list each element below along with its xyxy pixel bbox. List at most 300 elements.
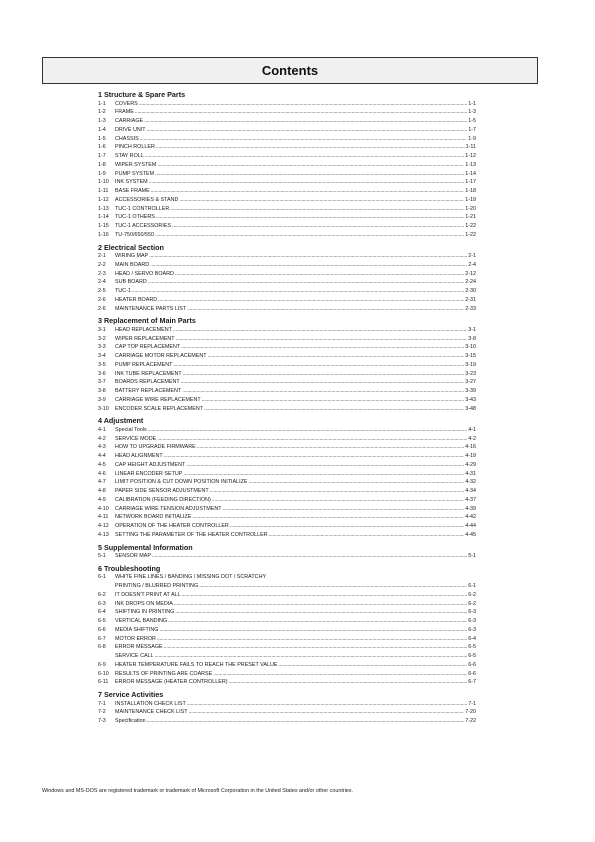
toc-entry[interactable] xyxy=(98,513,476,522)
entry-page-number: 1-19 xyxy=(465,196,476,203)
entry-number: 1-1 xyxy=(98,100,106,107)
toc-entry[interactable] xyxy=(98,196,476,205)
dot-leader xyxy=(147,126,468,135)
entry-page-number: 2-33 xyxy=(465,305,476,312)
entry-number: 4-10 xyxy=(98,505,109,512)
dot-leader xyxy=(269,531,465,540)
table-of-contents xyxy=(98,89,476,729)
dot-leader xyxy=(174,600,467,609)
dot-leader xyxy=(149,178,465,187)
toc-entry[interactable] xyxy=(98,591,476,600)
dot-leader xyxy=(175,270,464,279)
entry-number: 1-12 xyxy=(98,196,109,203)
entry-page-number: 4-19 xyxy=(465,453,476,459)
entry-label: PRINTING / BLURRED PRINTING xyxy=(115,583,199,589)
entry-label: HEAD / SERVO BOARD xyxy=(115,270,174,277)
toc-entry[interactable] xyxy=(98,213,476,222)
toc-entry[interactable] xyxy=(98,426,476,435)
toc-entry[interactable] xyxy=(98,643,476,652)
dot-leader xyxy=(181,378,465,387)
toc-entry[interactable] xyxy=(98,335,476,344)
entry-label: HOW TO UPGRADE FIRMWARE xyxy=(115,444,196,451)
entry-label: CAP HEIGHT ADJUSTMENT xyxy=(115,461,186,468)
entry-page-number: 7-20 xyxy=(465,709,476,716)
entry-label: STAY ROLL xyxy=(115,153,144,159)
entry-number: 3-9 xyxy=(98,396,106,403)
toc-entry[interactable] xyxy=(98,531,476,540)
entry-number: 1-7 xyxy=(98,153,106,159)
entry-label: CHASSIS xyxy=(115,135,139,142)
entry-label: RESULTS OF PRINTING ARE COARSE xyxy=(115,670,213,677)
section-heading: 4 Adjustment xyxy=(98,416,144,426)
section-heading: 1 Structure & Spare Parts xyxy=(98,90,186,99)
dot-leader xyxy=(150,261,467,270)
entry-page-number: 1-1 xyxy=(468,100,476,107)
entry-page-number: 2-4 xyxy=(468,261,476,268)
dot-leader xyxy=(148,278,464,287)
dot-leader xyxy=(248,478,464,487)
entry-page-number: 4-34 xyxy=(465,488,476,494)
entry-label: CARRIAGE xyxy=(115,118,144,124)
entry-page-number: 6-5 xyxy=(468,653,476,659)
entry-number: 1-10 xyxy=(98,179,109,186)
toc-entry[interactable] xyxy=(98,582,476,591)
entry-number: 4-5 xyxy=(98,461,106,468)
entry-number: 1-8 xyxy=(98,161,106,168)
entry-label: PUMP SYSTEM xyxy=(115,170,155,177)
dot-leader xyxy=(159,626,467,635)
entry-label: COVERS xyxy=(115,100,138,107)
toc-section xyxy=(98,564,476,687)
dot-leader xyxy=(204,405,464,414)
toc-entry[interactable] xyxy=(98,152,476,161)
entry-page-number: 2-24 xyxy=(465,279,476,286)
entry-page-number: 4-32 xyxy=(465,479,476,486)
entry-number: 6-7 xyxy=(98,635,106,642)
entry-page-number: 2-12 xyxy=(465,270,476,277)
toc-entry[interactable] xyxy=(98,370,476,379)
toc-entry[interactable] xyxy=(98,231,476,240)
entry-label: Specification xyxy=(115,718,146,724)
toc-entry[interactable] xyxy=(98,405,476,414)
toc-entry[interactable] xyxy=(98,205,476,214)
toc-section xyxy=(98,316,476,413)
entry-page-number: 1-7 xyxy=(468,126,476,133)
entry-label: HEAD REPLACEMENT xyxy=(115,326,172,333)
dot-leader xyxy=(149,252,467,261)
entry-number: 4-7 xyxy=(98,479,106,486)
dot-leader xyxy=(173,326,467,335)
entry-label: Special Tools xyxy=(115,426,147,433)
toc-entry[interactable] xyxy=(98,378,476,387)
toc-entry[interactable] xyxy=(98,717,476,726)
contents-title-box xyxy=(42,57,538,84)
toc-entry[interactable] xyxy=(98,135,476,144)
entry-label: CARRIAGE WIRE REPLACEMENT xyxy=(115,396,201,403)
entry-label: INK DROPS ON MEDIA xyxy=(115,600,173,607)
entry-number: 1-16 xyxy=(98,231,109,238)
entry-number: 1-9 xyxy=(98,170,106,177)
dot-leader xyxy=(172,222,464,231)
entry-label: MAIN BOARD xyxy=(115,261,150,268)
entry-number: 3-5 xyxy=(98,361,106,368)
entry-label: TUC-1 xyxy=(115,288,131,294)
toc-entry[interactable] xyxy=(98,343,476,352)
entry-label: TU-750/650/550 xyxy=(115,231,154,238)
entry-number: 1-3 xyxy=(98,118,106,124)
dot-leader xyxy=(157,635,467,644)
entry-number: 1-15 xyxy=(98,223,109,229)
toc-section xyxy=(98,690,476,726)
toc-entry[interactable] xyxy=(98,487,476,496)
toc-entry[interactable] xyxy=(98,387,476,396)
entry-number: 6-6 xyxy=(98,626,106,633)
entry-page-number: 3-15 xyxy=(465,353,476,359)
dot-leader xyxy=(148,426,468,435)
entry-label: ERROR MESSAGE (HEATER CONTROLLER) xyxy=(115,679,228,686)
entry-page-number: 1-3 xyxy=(468,109,476,116)
toc-entry[interactable] xyxy=(98,670,476,679)
dot-leader xyxy=(158,296,464,305)
toc-entry[interactable] xyxy=(98,522,476,531)
dot-leader xyxy=(183,370,465,379)
entry-page-number: 1-22 xyxy=(465,223,476,229)
entry-number: 4-1 xyxy=(98,426,106,433)
entry-page-number: 4-1 xyxy=(468,426,476,433)
dot-leader xyxy=(213,670,467,679)
entry-page-number: 6-3 xyxy=(468,609,476,616)
entry-label: ACCESSORIES & STAND xyxy=(115,196,179,203)
toc-entry[interactable] xyxy=(98,305,476,314)
entry-number: 6-5 xyxy=(98,618,106,624)
toc-entry[interactable] xyxy=(98,396,476,405)
entry-page-number: 4-37 xyxy=(465,496,476,503)
toc-section xyxy=(98,90,476,240)
entry-page-number: 1-12 xyxy=(465,153,476,159)
entry-page-number: 7-22 xyxy=(465,718,476,724)
entry-page-number: 3-39 xyxy=(465,388,476,394)
dot-leader xyxy=(230,522,464,531)
entry-number: 3-7 xyxy=(98,379,106,386)
dot-leader xyxy=(173,361,464,370)
entry-label: PUMP REPLACEMENT xyxy=(115,361,173,368)
dot-leader xyxy=(192,513,464,522)
entry-label: OPERATION OF THE HEATER CONTROLLER xyxy=(115,523,229,529)
dot-leader xyxy=(156,213,464,222)
entry-page-number: 3-27 xyxy=(465,379,476,386)
entry-number: 3-6 xyxy=(98,370,106,377)
entry-number: 1-11 xyxy=(98,188,109,194)
toc-section xyxy=(98,416,476,539)
toc-entry[interactable] xyxy=(98,161,476,170)
toc-entry[interactable] xyxy=(98,352,476,361)
toc-entry[interactable] xyxy=(98,326,476,335)
entry-page-number: 1-20 xyxy=(465,205,476,212)
dot-leader xyxy=(186,461,464,470)
dot-leader xyxy=(202,396,465,405)
entry-number: 2-5 xyxy=(98,288,106,294)
entry-label: PINCH ROLLER xyxy=(115,144,155,151)
section-heading: 3 Replacement of Main Parts xyxy=(98,316,196,326)
entry-page-number: 4-2 xyxy=(468,435,476,442)
toc-entry[interactable] xyxy=(98,222,476,231)
dot-leader xyxy=(212,496,464,505)
entry-page-number: 6-6 xyxy=(468,661,476,668)
dot-leader xyxy=(208,352,465,361)
entry-number: 6-11 xyxy=(98,679,109,686)
entry-page-number: 3-10 xyxy=(465,344,476,351)
entry-label: DRIVE UNIT xyxy=(115,126,146,133)
trademark-footer: Windows and MS-DOS are registered trademark or trademark of Microsoft Corporation in the United States and/or other countries. xyxy=(42,788,353,794)
entry-number: 1-4 xyxy=(98,126,106,133)
dot-leader xyxy=(151,187,464,196)
toc-entry[interactable] xyxy=(98,505,476,514)
entry-label: LINEAR ENCODER SETUP xyxy=(115,470,183,477)
entry-page-number: 2-31 xyxy=(465,296,476,303)
toc-entry[interactable] xyxy=(98,573,476,582)
entry-number: 1-5 xyxy=(98,135,106,142)
entry-page-number: 6-6 xyxy=(468,670,476,677)
entry-page-number: 3-43 xyxy=(465,396,476,403)
toc-entry[interactable] xyxy=(98,608,476,617)
entry-number: 3-4 xyxy=(98,353,106,359)
entry-label: SENSOR MAP xyxy=(115,553,151,559)
section-heading: 5 Supplemental Information xyxy=(98,542,193,552)
entry-label: MAINTENANCE CHECK LIST xyxy=(115,709,188,716)
dot-leader xyxy=(187,700,467,709)
entry-label: WHITE FINE LINES / BANDING / MISSING DOT / SCRATCHY xyxy=(115,574,267,581)
entry-number: 4-13 xyxy=(98,531,109,538)
entry-label: SHIFTING IN PRINTING xyxy=(115,609,175,616)
entry-label: MEDIA SHIFTING xyxy=(115,626,159,633)
entry-label: HEATER TEMPERATURE FAILS TO REACH THE PRESET VALUE xyxy=(115,661,278,668)
entry-number: 2-4 xyxy=(98,279,106,286)
section-heading: 2 Electrical Section xyxy=(98,242,164,252)
toc-entry[interactable] xyxy=(98,252,476,261)
dot-leader xyxy=(197,443,464,452)
entry-label: TUC-1 OTHERS xyxy=(115,214,155,221)
entry-label: HEAD ALIGNMENT xyxy=(115,453,163,459)
toc-entry[interactable] xyxy=(98,143,476,152)
entry-page-number: 7-1 xyxy=(468,700,476,707)
entry-page-number: 6-2 xyxy=(468,591,476,598)
entry-label: PAPER SIDE SENSOR ADJUSTMENT xyxy=(115,488,209,494)
entry-page-number: 6-4 xyxy=(468,635,476,642)
entry-page-number: 1-14 xyxy=(465,170,476,177)
dot-leader xyxy=(183,470,464,479)
entry-label: HEATER BOARD xyxy=(115,296,158,303)
dot-leader xyxy=(170,205,464,214)
entry-number: 3-3 xyxy=(98,344,106,351)
entry-label: CARRIAGE MOTOR REPLACEMENT xyxy=(115,353,207,359)
toc-entry[interactable] xyxy=(98,461,476,470)
entry-label: FRAME xyxy=(115,109,134,116)
entry-number: 7-3 xyxy=(98,718,106,724)
entry-page-number: 1-11 xyxy=(465,144,476,151)
dot-leader xyxy=(164,452,465,461)
toc-entry[interactable] xyxy=(98,126,476,135)
entry-number: 2-6 xyxy=(98,305,106,312)
toc-entry[interactable] xyxy=(98,678,476,687)
entry-label: INK TUBE REPLACEMENT xyxy=(115,370,182,377)
entry-page-number: 1-9 xyxy=(468,135,476,142)
dot-leader xyxy=(135,108,467,117)
entry-number: 2-1 xyxy=(98,253,106,259)
entry-page-number: 2-30 xyxy=(465,288,476,294)
section-heading: 6 Troubleshooting xyxy=(98,563,161,573)
entry-number: 3-2 xyxy=(98,335,106,342)
entry-page-number: 1-21 xyxy=(465,214,476,221)
entry-page-number: 1-22 xyxy=(465,231,476,238)
entry-number: 3-8 xyxy=(98,388,106,394)
dot-leader xyxy=(188,708,464,717)
entry-label: MAINTENANCE PARTS LIST xyxy=(115,305,187,312)
dot-leader xyxy=(181,343,464,352)
dot-leader xyxy=(187,305,464,314)
toc-entry[interactable] xyxy=(98,617,476,626)
toc-section xyxy=(98,243,476,314)
toc-entry[interactable] xyxy=(98,470,476,479)
entry-number: 6-8 xyxy=(98,644,106,651)
toc-entry[interactable] xyxy=(98,600,476,609)
dot-leader xyxy=(199,582,467,591)
dot-leader xyxy=(210,487,465,496)
entry-number: 5-1 xyxy=(98,553,106,559)
toc-entry[interactable] xyxy=(98,287,476,296)
dot-leader xyxy=(156,143,465,152)
toc-entry[interactable] xyxy=(98,270,476,279)
page-title: Contents xyxy=(261,63,319,78)
entry-page-number: 4-16 xyxy=(465,444,476,451)
toc-entry[interactable] xyxy=(98,296,476,305)
entry-label: SERVICE CALL xyxy=(115,653,154,659)
toc-entry[interactable] xyxy=(98,652,476,661)
toc-entry[interactable] xyxy=(98,496,476,505)
entry-label: CAP TOP REPLACEMENT xyxy=(115,344,181,351)
toc-entry[interactable] xyxy=(98,478,476,487)
toc-entry[interactable] xyxy=(98,278,476,287)
toc-entry[interactable] xyxy=(98,626,476,635)
dot-leader xyxy=(157,161,464,170)
entry-number: 2-3 xyxy=(98,270,106,277)
entry-label: BASE FRAME xyxy=(115,188,150,194)
entry-number: 6-4 xyxy=(98,609,106,616)
dot-leader xyxy=(182,591,468,600)
entry-page-number: 3-19 xyxy=(465,361,476,368)
entry-number: 7-2 xyxy=(98,709,106,716)
entry-number: 3-10 xyxy=(98,405,109,412)
entry-page-number: 3-1 xyxy=(468,326,476,333)
entry-number: 4-11 xyxy=(98,514,109,521)
entry-label: SUB BOARD xyxy=(115,279,147,286)
entry-label: CALIBRATION (FEEDING DIRECTION) xyxy=(115,496,211,503)
toc-section xyxy=(98,543,476,561)
entry-number: 1-2 xyxy=(98,109,106,116)
dot-leader xyxy=(179,196,464,205)
dot-leader xyxy=(152,552,467,561)
dot-leader xyxy=(144,117,467,126)
entry-number: 1-13 xyxy=(98,205,109,212)
toc-entry[interactable] xyxy=(98,661,476,670)
entry-page-number: 4-45 xyxy=(465,531,476,538)
entry-number: 7-1 xyxy=(98,700,106,707)
dot-leader xyxy=(140,135,468,144)
entry-label: TUC-1 ACCESSORIES xyxy=(115,223,172,229)
dot-leader xyxy=(175,608,467,617)
entry-label: TUC-1 CONTROLLER xyxy=(115,205,170,212)
entry-page-number: 3-8 xyxy=(468,335,476,342)
toc-entry[interactable] xyxy=(98,552,476,561)
entry-page-number: 6-3 xyxy=(468,626,476,633)
entry-page-number: 5-1 xyxy=(468,553,476,559)
entry-number: 4-3 xyxy=(98,444,106,451)
toc-entry[interactable] xyxy=(98,435,476,444)
toc-entry[interactable] xyxy=(98,178,476,187)
dot-leader xyxy=(147,717,465,726)
dot-leader xyxy=(164,643,468,652)
dot-leader xyxy=(278,661,467,670)
dot-leader xyxy=(157,435,467,444)
dot-leader xyxy=(168,617,467,626)
entry-page-number: 3-23 xyxy=(465,370,476,377)
entry-number: 4-6 xyxy=(98,470,106,477)
entry-page-number: 1-18 xyxy=(465,188,476,194)
toc-entry[interactable] xyxy=(98,361,476,370)
entry-number: 3-1 xyxy=(98,326,106,333)
dot-leader xyxy=(155,170,464,179)
entry-label: IT DOESN'T PRINT AT ALL xyxy=(115,591,181,598)
entry-label: SETTING THE PARAMETER OF THE HEATER CONTROLLER xyxy=(115,531,268,538)
entry-page-number: 6-5 xyxy=(468,644,476,651)
toc-entry[interactable] xyxy=(98,117,476,126)
entry-number: 6-3 xyxy=(98,600,106,607)
toc-entry[interactable] xyxy=(98,443,476,452)
toc-entry[interactable] xyxy=(98,170,476,179)
toc-entry[interactable] xyxy=(98,700,476,709)
entry-label: BOARDS REPLACEMENT xyxy=(115,379,180,386)
dot-leader xyxy=(223,505,465,514)
toc-entry[interactable] xyxy=(98,708,476,717)
entry-label: MOTOR ERROR xyxy=(115,635,156,642)
entry-number: 2-6 xyxy=(98,296,106,303)
entry-page-number: 6-1 xyxy=(468,583,476,589)
entry-number: 4-2 xyxy=(98,435,106,442)
toc-entry[interactable] xyxy=(98,635,476,644)
entry-label: VERTICAL BANDING xyxy=(115,618,168,624)
entry-page-number: 1-13 xyxy=(465,161,476,168)
toc-entry[interactable] xyxy=(98,108,476,117)
entry-number: 1-6 xyxy=(98,144,106,151)
entry-label: ENCODER SCALE REPLACEMENT xyxy=(115,405,204,412)
dot-leader xyxy=(182,387,464,396)
dot-leader xyxy=(132,287,464,296)
entry-label: INK SYSTEM xyxy=(115,179,148,186)
entry-page-number: 1-5 xyxy=(468,118,476,124)
entry-label: WIPER SYSTEM xyxy=(115,161,157,168)
toc-entry[interactable] xyxy=(98,100,476,109)
entry-number: 6-9 xyxy=(98,661,106,668)
toc-entry[interactable] xyxy=(98,452,476,461)
entry-label: LIMIT POSITION & CUT DOWN POSITION INITIALIZE xyxy=(115,479,248,486)
dot-leader xyxy=(145,152,464,161)
toc-entry[interactable] xyxy=(98,261,476,270)
dot-leader xyxy=(176,335,468,344)
entry-number: 6-2 xyxy=(98,591,106,598)
entry-label: NETWORK BOARD INITIALIZE xyxy=(115,514,192,521)
toc-entry[interactable] xyxy=(98,187,476,196)
entry-number: 6-1 xyxy=(98,574,106,581)
entry-page-number: 4-39 xyxy=(465,505,476,512)
